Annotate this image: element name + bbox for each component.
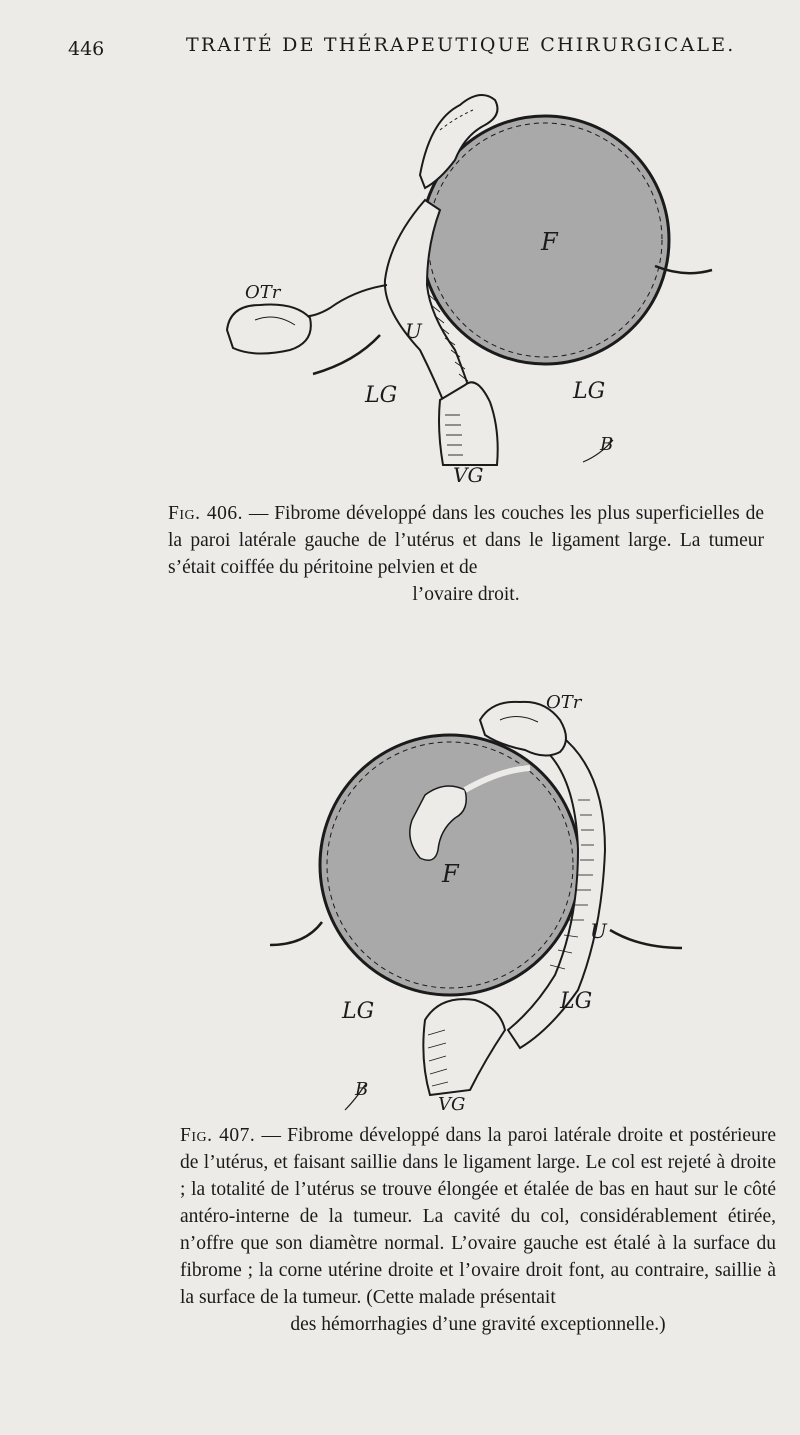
label-U-406: U [405, 319, 422, 343]
figure-407-illustration [260, 690, 690, 1120]
figure-406 [215, 80, 715, 490]
caption-406-text: — Fibrome développé dans les couches les plus superficielles de la paroi latérale gauche de l’utérus et dans le ligament large. La tumeur s’était coiffée du péritoine pelvien et de [168, 503, 765, 578]
broad-ligament-right-407 [610, 930, 682, 948]
label-LG-left-407: LG [342, 999, 375, 1024]
caption-406-last-line: l’ovaire droit. [412, 584, 520, 605]
caption-407 [180, 1122, 776, 1338]
page-number: 446 [68, 38, 105, 60]
vagina-406 [439, 382, 498, 465]
label-F-407: F [442, 860, 459, 888]
caption-407-last-line: des hémorrhagies d’une gravité exceptionnelle.) [290, 1314, 666, 1335]
broad-ligament-left-406 [313, 335, 380, 374]
label-LG-right-407: LG [560, 989, 593, 1014]
label-LG-right-406: LG [573, 379, 606, 404]
running-title: TRAITÉ DE THÉRAPEUTIQUE CHIRURGICALE. [186, 34, 736, 56]
left-ovary-406 [227, 305, 311, 354]
label-VG-407: VG [438, 1094, 466, 1115]
label-F-406: F [541, 228, 558, 256]
figure-407 [260, 690, 690, 1120]
caption-407-fig-label: Fig. 407. [180, 1125, 256, 1146]
artist-signature-406: B [600, 434, 614, 455]
fallopian-tube-406 [295, 285, 387, 316]
caption-406-fig-label: Fig. 406. [168, 503, 243, 524]
label-OTr-407: OTr [546, 692, 582, 713]
label-LG-left-406: LG [365, 383, 398, 408]
figure-406-illustration [215, 80, 715, 490]
label-U-407: U [590, 919, 607, 943]
vagina-407 [423, 999, 505, 1095]
label-VG-406: VG [453, 463, 484, 487]
label-OTr-406: OTr [245, 282, 281, 303]
caption-407-text: — Fibrome développé dans la paroi latérale droite et postérieure de l’utérus, et faisant saillie dans le ligament large. Le col est rejeté à droite ; la totalité de l’utérus se trouve élongée et étalée de bas en haut sur le côté antéro-interne de la tumeur. La cavité du col, considérablement étirée, n’offre que son diamètre normal. L’ovaire gauche est étalé à la surface du fibrome ; la corne utérine droite et l’ovaire droit font, au contraire, saillie à la surface de la tumeur. (Cette malade présentait [180, 1125, 776, 1308]
caption-406 [168, 500, 764, 608]
broad-ligament-left-407 [270, 922, 322, 945]
artist-signature-407: B [355, 1079, 369, 1100]
